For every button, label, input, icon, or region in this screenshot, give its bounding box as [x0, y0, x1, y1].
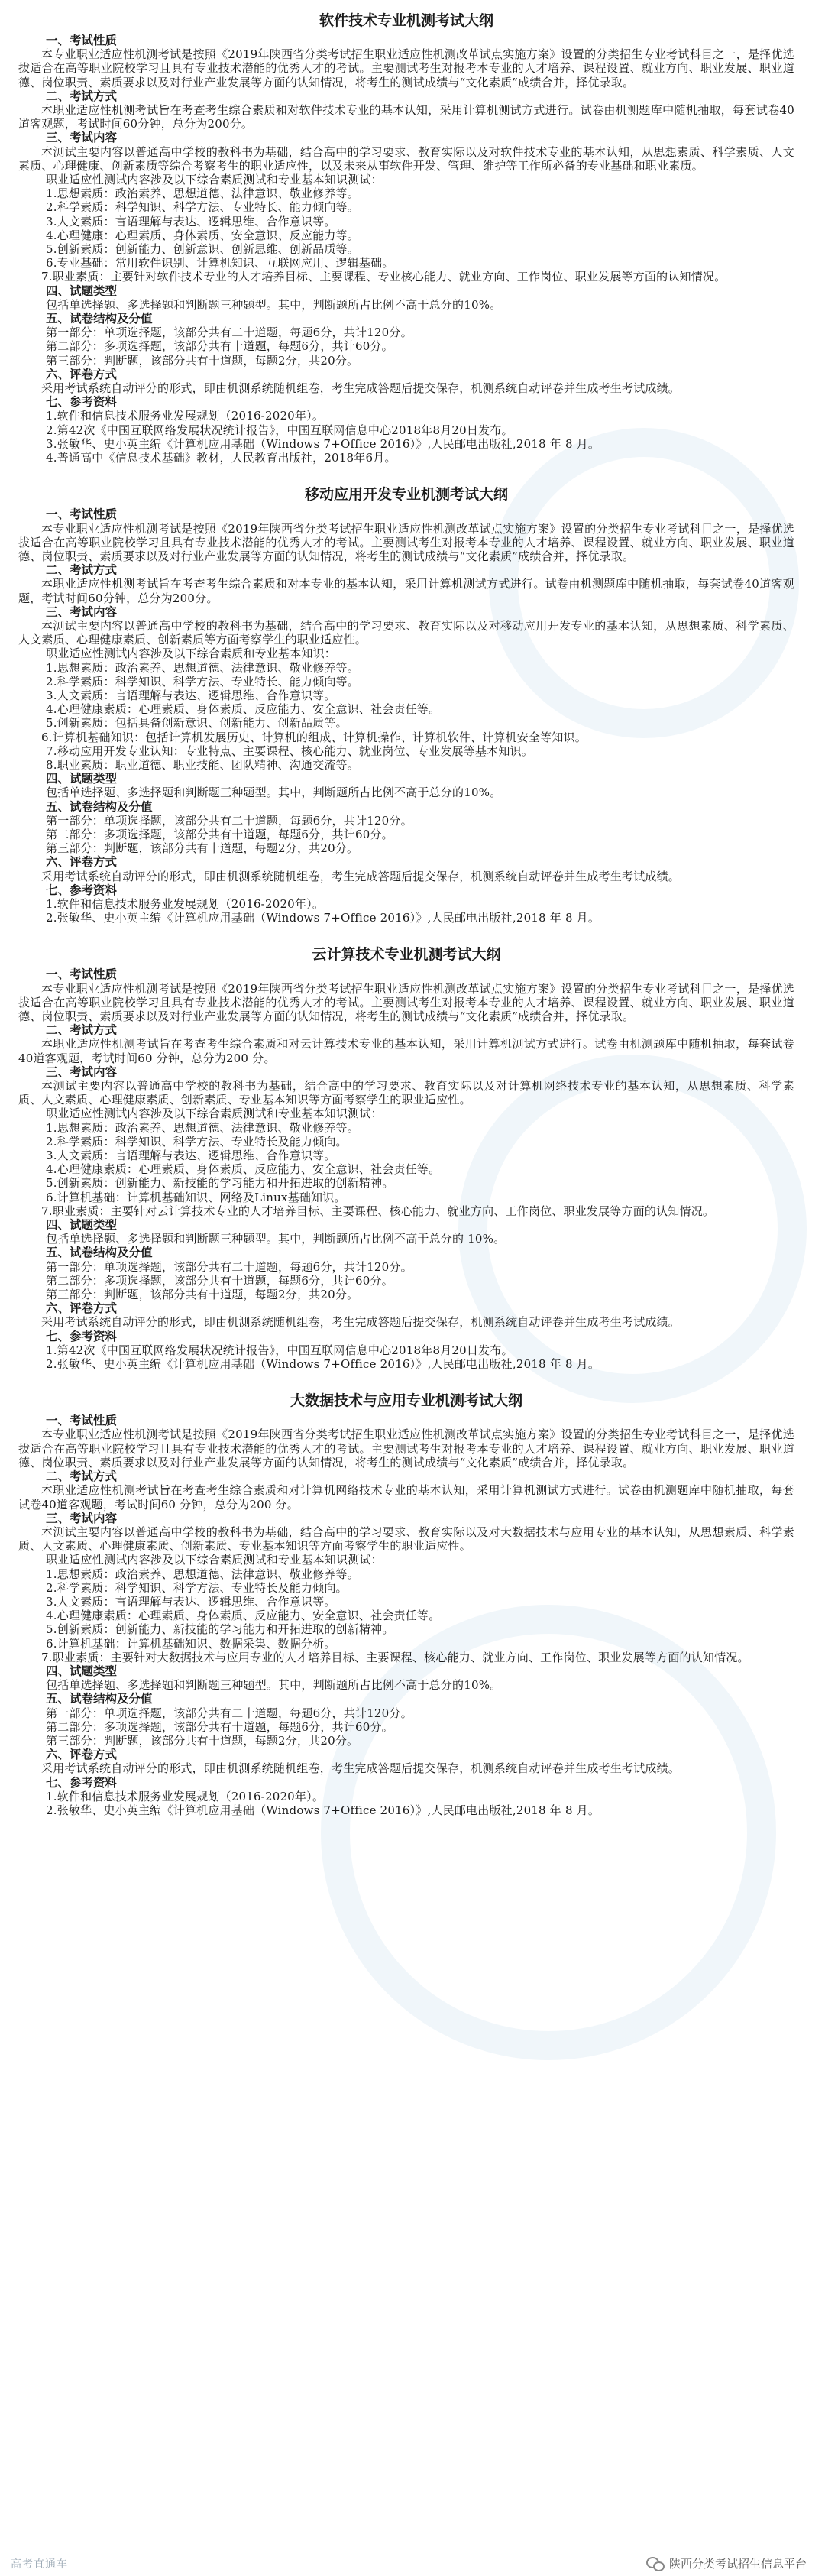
list-item: 1.思想素质：政治素养、思想道德、法律意识、敬业修养等。: [46, 660, 359, 675]
list-item: 第二部分：多项选择题，该部分共有十道题，每题6分，共计60分。: [46, 827, 393, 841]
paragraph: 7.职业素质：主要针对云计算技术专业的人才培养目标、主要课程、核心能力、就业方向、工作岗位、职业发展等方面的认知情况。: [41, 1204, 715, 1218]
document-body: [18, 11, 794, 1817]
section-gap: [18, 465, 794, 484]
subsection-heading: 三、考试内容: [46, 604, 118, 619]
subsection-heading: 二、考试方式: [46, 1022, 118, 1038]
subsection-heading: 五、试卷结构及分值: [46, 311, 153, 326]
list-item: 4.普通高中《信息技术基础》教材，人民教育出版社，2018年6月。: [46, 451, 396, 465]
list-item: 2.张敏华、史小英主编《计算机应用基础（Windows 7+Office 2016）》,人民邮电出版社,2018 年 8 月。: [46, 1357, 600, 1372]
subsection-heading: 三、考试内容: [46, 1510, 118, 1525]
paragraph: 本职业适应性机测考试旨在考查考生综合素质和对计算机网络技术专业的基本认知，采用计算机测试方式进行。试卷由机测题库中随机抽取，每套试卷40道客观题，考试时间60 分钟，总分为200 分。: [18, 1483, 794, 1512]
footer-logo: 高考直通车: [11, 2558, 68, 2571]
paragraph: 本测试主要内容以普通高中学校的教科书为基础，结合高中的学习要求、教育实际以及对软件技术专业的基本认知，从思想素质、科学素质、人文素质、心理健康、创新素质等综合考察考生的职业适应性，以及未来从事软件开发、管理、维护等工作所必备的专业基础和职业素质。: [18, 144, 794, 173]
list-item: 3.人文素质：言语理解与表达、逻辑思维、合作意识等。: [46, 1594, 336, 1609]
list-item: 4.心理健康素质：心理素质、身体素质、反应能力、安全意识、社会责任等。: [46, 1609, 441, 1623]
list-item: 4.心理健康：心理素质、身体素质、安全意识、反应能力等。: [46, 228, 359, 242]
paragraph: 7.职业素质：主要针对软件技术专业的人才培养目标、主要课程、专业核心能力、就业方向、工作岗位、职业发展等方面的认知情况。: [41, 270, 726, 284]
subsection-heading: 五、试卷结构及分值: [46, 1245, 153, 1260]
paragraph: 本专业职业适应性机测考试是按照《2019年陕西省分类考试招生职业适应性机测改革试点实施方案》设置的分类招生专业考试科目之一，是择优选拔适合在高等职业院校学习且具有专业技术潜能的优秀人才的考试。主要测试考生对报考本专业的人才培养、课程设置、就业方向、职业发展、职业道德、岗位职责、素质要求以及对行业产业发展等方面的认知情况，将考生的测试成绩与“文化素质”成绩合并，择优录取。: [18, 981, 794, 1023]
section-title: 移动应用开发专业机测考试大纲: [304, 486, 508, 504]
paragraph: 采用考试系统自动评分的形式，即由机测系统随机组卷，考生完成答题后提交保存，机测系统自动评卷并生成考生考试成绩。: [41, 1761, 681, 1776]
subsection-heading: 三、考试内容: [46, 130, 118, 145]
list-item: 第二部分：多项选择题，该部分共有十道题，每题6分，共计60分。: [46, 1273, 393, 1288]
list-item: 2.第42次《中国互联网络发展状况统计报告》，中国互联网信息中心2018年8月20日发布。: [46, 423, 513, 437]
list-item: 4.心理健康素质：心理素质、身体素质、反应能力、安全意识、社会责任等。: [46, 1162, 441, 1177]
exam-outline-section: [18, 945, 794, 1371]
paragraph: 采用考试系统自动评分的形式，即由机测系统随机组卷，考生完成答题后提交保存，机测系统自动评卷并生成考生考试成绩。: [41, 1315, 681, 1330]
paragraph: 采用考试系统自动评分的形式，即由机测系统随机组卷，考生完成答题后提交保存，机测系统自动评卷并生成考生考试成绩。: [41, 869, 681, 883]
page-footer: [0, 2550, 825, 2576]
list-item: 5.创新素质：创新能力、新技能的学习能力和开拓进取的创新精神。: [46, 1176, 394, 1191]
paragraph: 本职业适应性机测考试旨在考查考生综合素质和对软件技术专业的基本认知，采用计算机测试方式进行。试卷由机测题库中随机抽取，每套试卷40道客观题，考试时间60分钟，总分为200分。: [18, 103, 794, 131]
list-item: 包括单选择题、多选择题和判断题三种题型。其中，判断题所占比例不高于总分的 10%。: [46, 1232, 506, 1246]
subsection-heading: 四、试题类型: [46, 1663, 118, 1678]
subsection-heading: 七、参考资料: [46, 1774, 118, 1790]
subsection-heading: 七、参考资料: [46, 394, 118, 410]
section-title: 软件技术专业机测考试大纲: [319, 12, 493, 29]
list-item: 第二部分：多项选择题，该部分共有十道题，每题6分，共计60分。: [46, 1719, 393, 1734]
list-item: 2.科学素质：科学知识、科学方法、专业特长及能力倾向。: [46, 1580, 348, 1595]
list-item: 2.科学素质：科学知识、科学方法、专业特长、能力倾向等。: [46, 200, 359, 215]
list-item: 职业适应性测试内容涉及以下综合素质测试和专业基本知识测试：: [46, 173, 383, 187]
subsection-heading: 一、考试性质: [46, 1413, 118, 1428]
subsection-heading: 七、参考资料: [46, 1328, 118, 1343]
subsection-heading: 二、考试方式: [46, 88, 118, 103]
list-item: 职业适应性测试内容涉及以下综合素质和专业基本知识：: [46, 646, 337, 661]
list-item: 6.计算机基础：计算机基础知识、网络及Linux基础知识。: [46, 1190, 346, 1204]
list-item: 第一部分：单项选择题，该部分共有二十道题，每题6分，共计120分。: [46, 1706, 412, 1720]
paragraph: 6.计算机基础知识：包括计算机发展历史、计算机的组成、计算机操作、计算机软件、计算机安全等知识。: [41, 730, 587, 744]
list-item: 5.创新素质：创新能力、新技能的学习能力和开拓进取的创新精神。: [46, 1622, 394, 1637]
paragraph: 本职业适应性机测考试旨在考查考生综合素质和对本专业的基本认知，采用计算机测试方式进行。试卷由机测题库中随机抽取，每套试卷40道客观题，考试时间60分钟，总分为200分。: [18, 577, 794, 605]
subsection-heading: 六、评卷方式: [46, 1747, 118, 1762]
list-item: 5.创新素质：创新能力、创新意识、创新思维、创新品质等。: [46, 242, 359, 257]
paragraph: 7.职业素质：主要针对大数据技术与应用专业的人才培养目标、主要课程、核心能力、就业方向、工作岗位、职业发展等方面的认知情况。: [41, 1650, 749, 1664]
list-item: 7.移动应用开发专业认知：专业特点、主要课程、核心能力、就业岗位、专业发展等基本知识。: [46, 744, 533, 758]
list-item: 2.张敏华、史小英主编《计算机应用基础（Windows 7+Office 2016）》,人民邮电出版社,2018 年 8 月。: [46, 1803, 600, 1817]
subsection-heading: 六、评卷方式: [46, 366, 118, 381]
exam-outline-section: [18, 484, 794, 925]
subsection-heading: 七、参考资料: [46, 882, 118, 897]
paragraph: 本测试主要内容以普通高中学校的教科书为基础，结合高中的学习要求、教育实际以及对移动应用开发专业的基本认知，从思想素质、科学素质、人文素质、心理健康素质、创新素质等方面考察学生的职业适应性。: [18, 618, 794, 647]
list-item: 3.人文素质：言语理解与表达、逻辑思维、合作意识等。: [46, 1149, 336, 1163]
list-item: 包括单选择题、多选择题和判断题三种题型。其中，判断题所占比例不高于总分的10%。: [46, 1678, 502, 1693]
list-item: 第一部分：单项选择题，该部分共有二十道题，每题6分，共计120分。: [46, 1259, 412, 1274]
subsection-heading: 六、评卷方式: [46, 854, 118, 870]
subsection-heading: 五、试卷结构及分值: [46, 1691, 153, 1706]
footer-source-label: 陕西分类考试招生信息平台: [668, 2557, 807, 2571]
list-item: 6.专业基础：常用软件识别、计算机知识、互联网应用、逻辑基础。: [46, 256, 394, 271]
list-item: 1.思想素质：政治素养、思想道德、法律意识、敬业修养等。: [46, 1567, 359, 1581]
subsection-heading: 二、考试方式: [46, 562, 118, 578]
list-item: 第三部分：判断题，该部分共有十道题，每题2分，共20分。: [46, 841, 359, 856]
list-item: 第三部分：判断题，该部分共有十道题，每题2分，共20分。: [46, 353, 359, 368]
list-item: 1.软件和信息技术服务业发展规划（2016-2020年）。: [46, 409, 325, 423]
paragraph: 本专业职业适应性机测考试是按照《2019年陕西省分类考试招生职业适应性机测改革试点实施方案》设置的分类招生专业考试科目之一，是择优选拔适合在高等职业院校学习且具有专业技术潜能的优秀人才的考试。主要测试考生对报考本专业的人才培养、课程设置、就业方向、职业发展、职业道德、岗位职责、素质要求以及对行业产业发展等方面的认知情况，将考生的测试成绩与“文化素质”成绩合并，择优录取。: [18, 521, 794, 563]
wechat-icon: [646, 2557, 665, 2571]
list-item: 第一部分：单项选择题，该部分共有二十道题，每题6分，共计120分。: [46, 326, 412, 340]
list-item: 包括单选择题、多选择题和判断题三种题型。其中，判断题所占比例不高于总分的10%。: [46, 297, 502, 312]
list-item: 1.思想素质：政治素养、思想道德、法律意识、敬业修养等。: [46, 1120, 359, 1135]
list-item: 3.张敏华、史小英主编《计算机应用基础（Windows 7+Office 2016）》,人民邮电出版社,2018 年 8 月。: [46, 436, 600, 451]
subsection-heading: 四、试题类型: [46, 771, 118, 786]
list-item: 1.第42次《中国互联网络发展状况统计报告》，中国互联网信息中心2018年8月20日发布。: [46, 1343, 513, 1357]
exam-outline-section: [18, 11, 794, 465]
paragraph: 本测试主要内容以普通高中学校的教科书为基础，结合高中的学习要求、教育实际以及对大数据技术与应用专业的基本认知，从思想素质、科学素质、人文素质、心理健康素质、创新素质、专业基本知识等方面考察学生的职业适应性。: [18, 1525, 794, 1554]
subsection-heading: 五、试卷结构及分值: [46, 799, 153, 814]
subsection-heading: 六、评卷方式: [46, 1301, 118, 1316]
paragraph: 本职业适应性机测考试旨在考查考生综合素质和对云计算技术专业的基本认知，采用计算机测试方式进行。试卷由机测题库中随机抽取，每套试卷40道客观题，考试时间60 分钟，总分为200 分。: [18, 1037, 794, 1065]
paragraph: 本测试主要内容以普通高中学校的教科书为基础，结合高中的学习要求、教育实际以及对计算机网络技术专业的基本认知，从思想素质、科学素质、人文素质、心理健康素质、创新素质、专业基本知识等方面考察学生的职业适应性。: [18, 1079, 794, 1107]
paragraph: 本专业职业适应性机测考试是按照《2019年陕西省分类考试招生职业适应性机测改革试点实施方案》设置的分类招生专业考试科目之一，是择优选拔适合在高等职业院校学习且具有专业技术潜能的优秀人才的考试。主要测试考生对报考本专业的人才培养、课程设置、就业方向、职业发展、职业道德、岗位职责、素质要求以及对行业产业发展等方面的认知情况，将考生的测试成绩与“文化素质”成绩合并，择优录取。: [18, 47, 794, 89]
list-item: 第三部分：判断题，该部分共有十道题，每题2分，共20分。: [46, 1733, 359, 1748]
paragraph: 采用考试系统自动评分的形式，即由机测系统随机组卷，考生完成答题后提交保存，机测系统自动评卷并生成考生考试成绩。: [41, 381, 681, 396]
list-item: 1.软件和信息技术服务业发展规划（2016-2020年）。: [46, 896, 325, 911]
list-item: 5.创新素质：包括具备创新意识、创新能力、创新品质等。: [46, 716, 348, 731]
subsection-heading: 四、试题类型: [46, 1217, 118, 1233]
list-item: 8.职业素质：职业道德、职业技能、团队精神、沟通交流等。: [46, 757, 359, 772]
list-item: 1.软件和信息技术服务业发展规划（2016-2020年）。: [46, 1789, 325, 1803]
list-item: 职业适应性测试内容涉及以下综合素质测试和专业基本知识测试：: [46, 1553, 383, 1567]
paragraph: 本专业职业适应性机测考试是按照《2019年陕西省分类考试招生职业适应性机测改革试点实施方案》设置的分类招生专业考试科目之一，是择优选拔适合在高等职业院校学习且具有专业技术潜能的优秀人才的考试。主要测试考生对报考本专业的人才培养、课程设置、就业方向、职业发展、职业道德、岗位职责、素质要求以及对行业产业发展等方面的认知情况，将考生的测试成绩与“文化素质”成绩合并，择优录取。: [18, 1427, 794, 1469]
section-title: 云计算技术专业机测考试大纲: [312, 946, 501, 964]
list-item: 4.心理健康素质：心理素质、身体素质、反应能力、安全意识、社会责任等。: [46, 702, 441, 717]
list-item: 职业适应性测试内容涉及以下综合素质测试和专业基本知识测试：: [46, 1107, 383, 1121]
list-item: 第二部分：多项选择题，该部分共有十道题，每题6分，共计60分。: [46, 339, 393, 354]
subsection-heading: 三、考试内容: [46, 1064, 118, 1079]
subsection-heading: 一、考试性质: [46, 33, 118, 47]
footer-source[interactable]: [646, 2555, 807, 2571]
subsection-heading: 二、考试方式: [46, 1469, 118, 1484]
list-item: 2.科学素质：科学知识、科学方法、专业特长及能力倾向。: [46, 1134, 348, 1149]
list-item: 1.思想素质：政治素养、思想道德、法律意识、敬业修养等。: [46, 186, 359, 201]
subsection-heading: 一、考试性质: [46, 967, 118, 982]
subsection-heading: 四、试题类型: [46, 283, 118, 298]
list-item: 包括单选择题、多选择题和判断题三种题型。其中，判断题所占比例不高于总分的10%。: [46, 786, 502, 800]
list-item: 3.人文素质：言语理解与表达、逻辑思维、合作意识等。: [46, 214, 336, 228]
list-item: 第三部分：判断题，该部分共有十道题，每题2分，共20分。: [46, 1288, 359, 1302]
list-item: 第一部分：单项选择题，该部分共有二十道题，每题6分，共计120分。: [46, 813, 412, 828]
list-item: 6.计算机基础：计算机基础知识、数据采集、数据分析。: [46, 1636, 336, 1651]
subsection-heading: 一、考试性质: [46, 507, 118, 522]
list-item: 2.张敏华、史小英主编《计算机应用基础（Windows 7+Office 2016）》,人民邮电出版社,2018 年 8 月。: [46, 911, 600, 925]
section-gap: [18, 1371, 794, 1391]
list-item: 3.人文素质：言语理解与表达、逻辑思维、合作意识等。: [46, 688, 336, 702]
section-gap: [18, 925, 794, 945]
list-item: 2.科学素质：科学知识、科学方法、专业特长、能力倾向等。: [46, 674, 359, 689]
section-title: 大数据技术与应用专业机测考试大纲: [290, 1392, 522, 1410]
exam-outline-section: [18, 1391, 794, 1817]
